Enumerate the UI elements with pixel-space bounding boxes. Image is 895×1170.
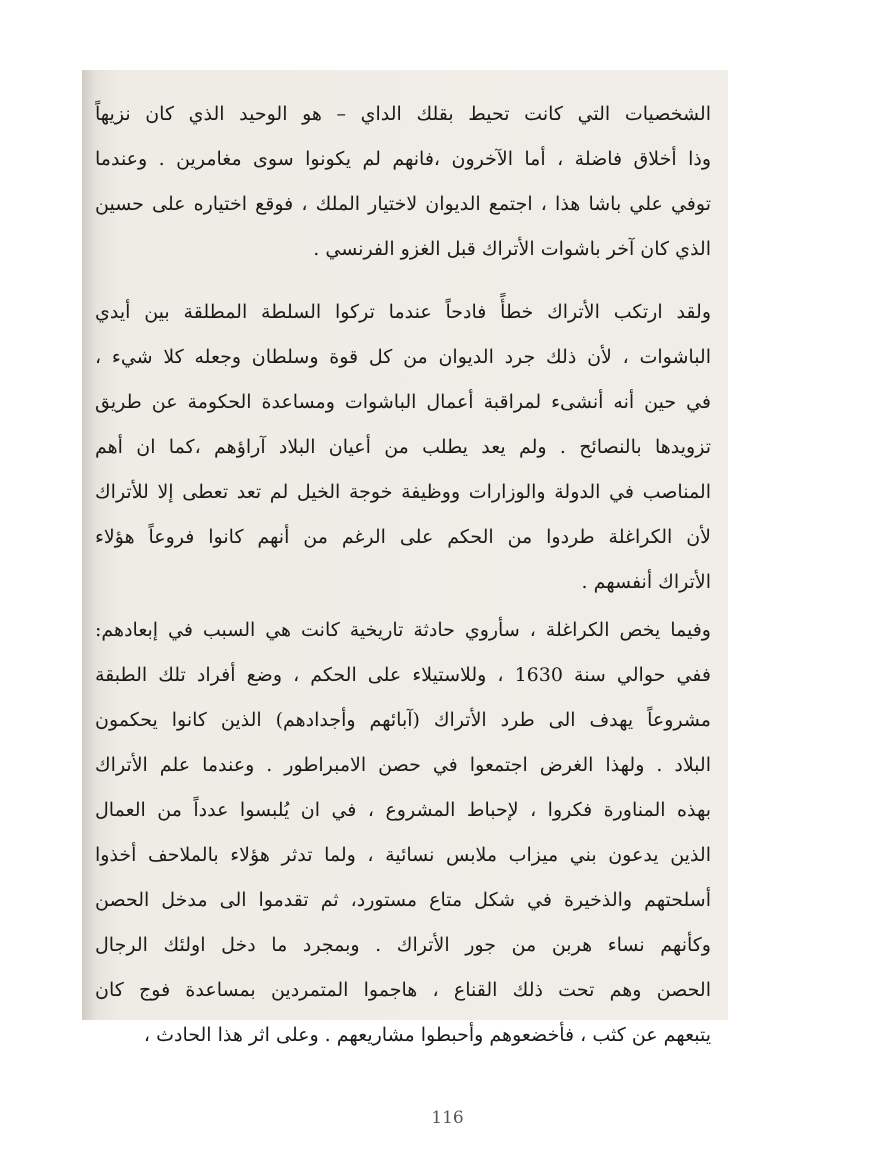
- text-line: الباشوات ، لأن ذلك جرد الديوان من كل قوة وسلطان وجعله كلا شيء ،: [95, 346, 711, 368]
- text-line: الشخصيات التي كانت تحيط بقلك الداي – هو الوحيد الذي كان نزيهاً: [95, 103, 711, 125]
- text-line: لأن الكراغلة طردوا من الحكم على الرغم من أنهم كانوا فروعاً هؤلاء: [95, 526, 711, 548]
- text-line: وذا أخلاق فاضلة ، أما الآخرون ،فانهم لم يكونوا سوى مغامرين . وعندما: [95, 148, 711, 170]
- text-line: بهذه المناورة فكروا ، لإحباط المشروع ، في ان يُلبسوا عدداً من العمال: [95, 799, 711, 821]
- text-line: ولقد ارتكب الأتراك خطأً فادحاً عندما تركوا السلطة المطلقة بين أيدي: [95, 301, 711, 323]
- text-line: ففي حوالي سنة 1630 ، وللاستيلاء على الحكم ، وضع أفراد تلك الطبقة: [95, 664, 711, 686]
- text-line: الذي كان آخر باشوات الأتراك قبل الغزو الفرنسي .: [313, 238, 711, 260]
- text-line: وفيما يخص الكراغلة ، سأروي حادثة تاريخية كانت هي السبب في إبعادهم:: [95, 619, 711, 641]
- text-line: الذين يدعون بني ميزاب ملابس نسائية ، ولما تدثر هؤلاء بالملاحف أخذوا: [95, 844, 711, 866]
- text-line: وكأنهم نساء هربن من جور الأتراك . وبمجرد ما دخل اولئك الرجال: [95, 934, 711, 956]
- text-line: البلاد . ولهذا الغرض اجتمعوا في حصن الامبراطور . وعندما علم الأتراك: [95, 754, 711, 776]
- text-line: الحصن وهم تحت ذلك القناع ، هاجموا المتمردين بمساعدة فوج كان: [95, 979, 711, 1001]
- paragraph-1: [95, 92, 711, 272]
- paragraph-3: [95, 608, 711, 1058]
- text-line: مشروعاً يهدف الى طرد الأتراك (آبائهم وأجدادهم) الذين كانوا يحكمون: [95, 709, 711, 731]
- text-line: توفي علي باشا هذا ، اجتمع الديوان لاختيار الملك ، فوقع اختياره على حسين: [95, 193, 711, 215]
- text-line: تزويدها بالنصائح . ولم يعد يطلب من أعيان البلاد آراؤهم ،كما ان أهم: [95, 436, 711, 458]
- text-line: المناصب في الدولة والوزارات ووظيفة خوجة الخيل لم تعد تعطى إلا للأتراك: [95, 481, 711, 503]
- paragraph-2: [95, 290, 711, 605]
- page-number: 116: [431, 1108, 464, 1128]
- text-line: الأتراك أنفسهم .: [581, 571, 711, 593]
- text-line: في حين أنه أنشىء لمراقبة أعمال الباشوات ومساعدة الحكومة عن طريق: [95, 391, 711, 413]
- text-line: أسلحتهم والذخيرة في شكل متاع مستورد، ثم تقدموا الى مدخل الحصن: [95, 889, 711, 911]
- text-line: يتبعهم عن كثب ، فأخضعوهم وأحبطوا مشاريعهم . وعلى اثر هذا الحادث ،: [143, 1024, 711, 1046]
